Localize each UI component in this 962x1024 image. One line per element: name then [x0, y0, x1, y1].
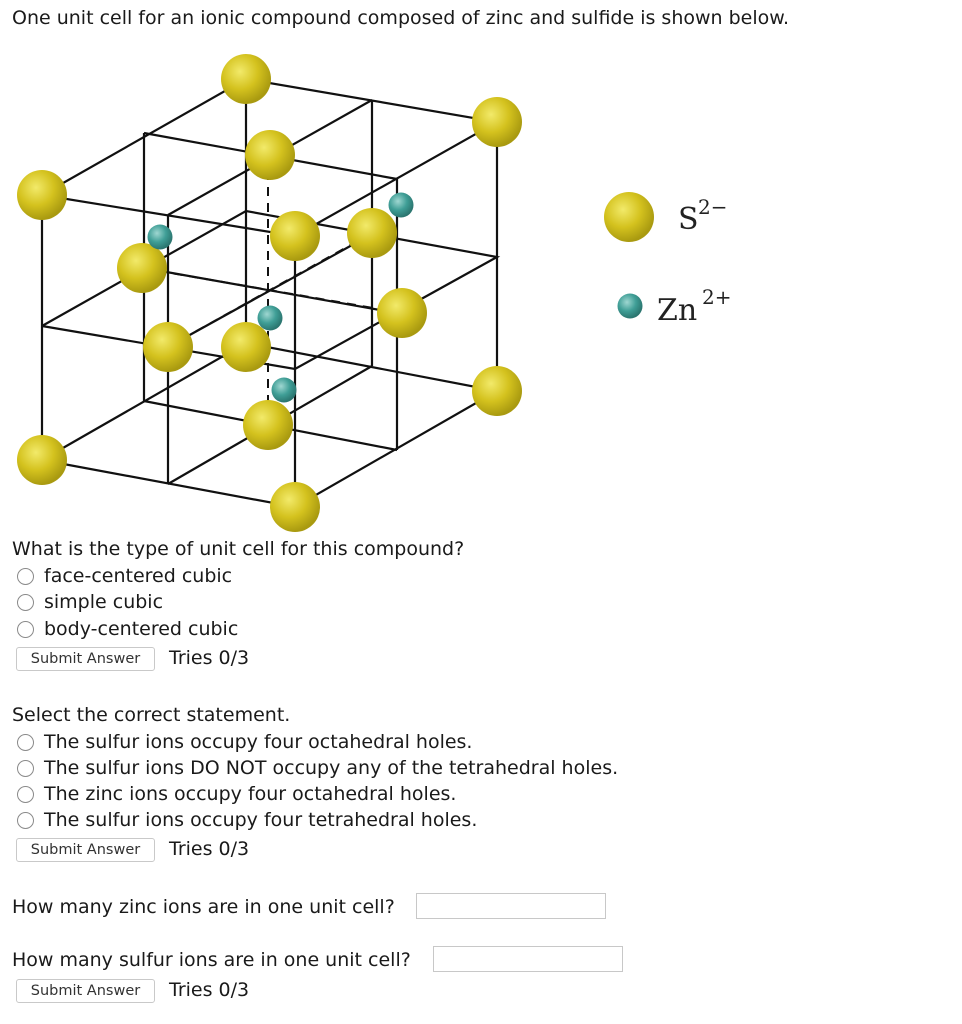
q2-option-label: The sulfur ions occupy four tetrahedral holes. [44, 809, 478, 831]
legend-zinc-symbol: Zn [657, 293, 698, 328]
q2-option-label: The sulfur ions occupy four octahedral holes. [44, 731, 473, 753]
dashed-bonds [142, 155, 402, 425]
zinc-count-input[interactable] [416, 893, 606, 919]
q1-option-label: body-centered cubic [44, 618, 239, 640]
sulfur-count-input[interactable] [433, 946, 623, 972]
legend-zinc-charge: 2+ [702, 285, 732, 309]
q3-tries: Tries 0/3 [169, 979, 250, 1001]
q2-option-label: The sulfur ions DO NOT occupy any of the tetrahedral holes. [44, 757, 619, 779]
q2-tries: Tries 0/3 [169, 838, 250, 860]
q1-prompt: What is the type of unit cell for this compound? [12, 538, 465, 560]
q1-submit-button[interactable]: Submit Answer [16, 647, 155, 671]
q2-prompt: Select the correct statement. [12, 704, 291, 726]
q2-submit-button[interactable]: Submit Answer [16, 838, 155, 862]
unit-cell-figure [0, 40, 962, 540]
q1-radio-simple-cubic[interactable] [17, 594, 34, 611]
q2-option-label: The zinc ions occupy four octahedral holes. [44, 783, 457, 805]
q2-radio-option-3[interactable] [17, 786, 34, 803]
q1-option-label: face-centered cubic [44, 565, 233, 587]
q2-radio-option-1[interactable] [17, 734, 34, 751]
legend-zinc-ball [618, 294, 643, 319]
q2-radio-option-4[interactable] [17, 812, 34, 829]
legend-sulfide-charge: 2− [698, 195, 728, 219]
q2-radio-option-2[interactable] [17, 760, 34, 777]
sulfide-ions [17, 54, 522, 532]
intro-text: One unit cell for an ionic compound composed of zinc and sulfide is shown below. [12, 7, 790, 29]
q3-submit-button[interactable]: Submit Answer [16, 979, 155, 1003]
q1-radio-body-centered[interactable] [17, 621, 34, 638]
legend-sulfide-ball [604, 192, 654, 242]
q1-tries: Tries 0/3 [169, 647, 250, 669]
q1-option-label: simple cubic [44, 591, 164, 613]
q3-sulfur-prompt: How many sulfur ions are in one unit cell? [12, 949, 411, 971]
q1-radio-face-centered[interactable] [17, 568, 34, 585]
q3-zinc-prompt: How many zinc ions are in one unit cell? [12, 896, 395, 918]
legend-sulfide-symbol: S [678, 202, 699, 237]
legend [604, 192, 731, 328]
